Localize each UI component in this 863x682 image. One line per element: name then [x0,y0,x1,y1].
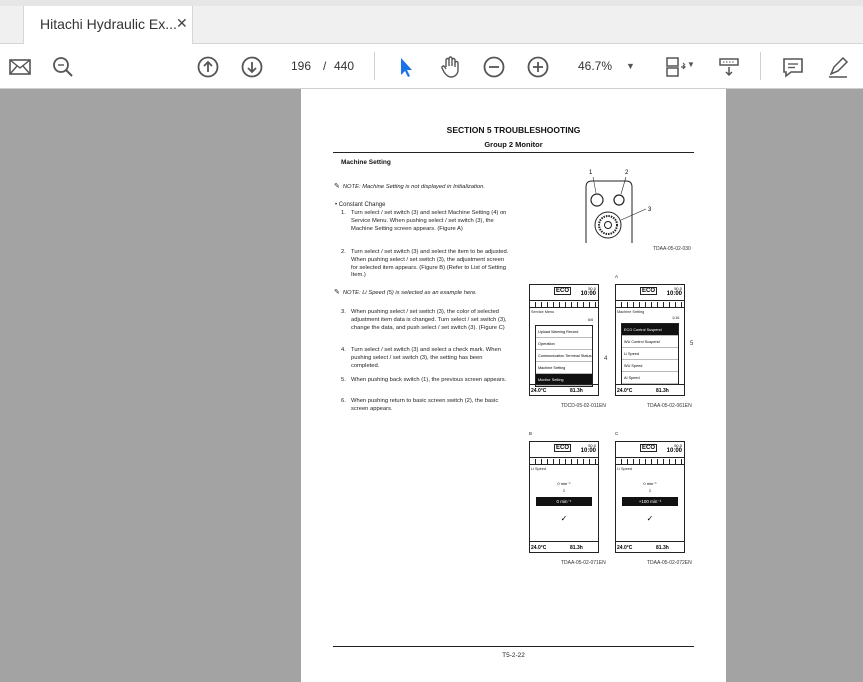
note-pen-icon: ✎ [334,183,340,190]
callout-4: 4 [604,356,608,362]
fit-page-icon[interactable] [660,52,690,82]
step-6: 6. When pushing return to basic screen switch (2), the basic screen appears. [341,398,499,412]
monitor-li-speed-b: ECO 50.0 10:00 Li Speed 0 min⁻¹ ⇩ 0 min⁻¹ ✓ 24.0°C 81.3h [529,441,599,553]
caption-switch: TDAA-05-02-030 [653,246,691,252]
select-cursor-icon[interactable] [391,52,421,82]
toolbar [0,44,863,89]
step-4: 4. Turn select / set switch (3) and select a check mark. When pushing select / set switch (3), the setting has been completed. [341,347,501,369]
previous-page-icon[interactable] [193,52,223,82]
switch-panel-figure [581,165,671,245]
close-tab-icon[interactable]: ✕ [176,15,188,31]
email-icon[interactable] [5,52,35,82]
search-icon[interactable] [48,52,78,82]
tab-title: Hitachi Hydraulic Ex... [40,16,177,32]
note-li-speed: ✎ NOTE: Li Speed (5) is selected as an example here. [334,289,477,296]
scroll-mode-icon[interactable] [714,52,744,82]
note-pen-icon: ✎ [334,289,340,296]
header-rule [333,152,694,153]
caption-figure-b: TDAA-05-02-071EN [561,560,606,566]
monitor-service-menu: ECO 50.0 10:00 Service Menu 6/6 Upload Warning Record Operation Communication Terminal Status Machine Setting Monitor Setting 24.0°C 81.3h [529,284,599,396]
step-2: 2. Turn select / set switch (3) and select the item to be adjusted. When pushing select / set switch (3), the adjustment screen for selected item appears. (Figure B) (Refer to List of Setting Item.) [341,249,509,279]
page-footer: T5-2-22 [502,652,525,659]
hand-tool-icon[interactable] [435,52,465,82]
comment-icon[interactable] [778,52,808,82]
subsection-heading: Machine Setting [341,159,391,166]
callout-2: 2 [625,170,629,176]
caption-figure-a: TDAA-05-02-061EN [647,403,692,409]
caption-service-menu: TDCD-05-02-011EN [561,403,606,409]
monitor-machine-setting: ECO 50.0 10:00 Machine Setting 1/16 ECO Control Suspend WU Control Suspend Li Speed WU Speed AI Speed 24.0°C 81.3h [615,284,685,396]
highlight-pen-icon[interactable] [823,52,853,82]
pdf-page [301,89,726,682]
footer-rule [333,646,694,647]
figure-c-label: C [615,431,619,436]
next-page-icon[interactable] [237,52,267,82]
zoom-select[interactable] [570,53,640,79]
tab-bar [0,0,863,44]
section-title: SECTION 5 TROUBLESHOOTING [446,125,581,135]
page-total: 440 [334,59,355,73]
step-3: 3. When pushing select / set switch (3), the color of selected adjustment item data is changed. Turn select / set switch (3), change the data, and push select / set switch (3). (Figure C) [341,309,507,331]
figure-a-label: A [615,274,619,279]
figure-b-label: B [529,431,533,436]
callout-1: 1 [589,170,593,176]
zoom-value: 46.7% [578,59,613,73]
step-5: 5. When pushing back switch (1), the previous screen appears. [341,377,507,383]
zoom-out-icon[interactable] [479,52,509,82]
zoom-in-icon[interactable] [523,52,553,82]
monitor-li-speed-c: ECO 50.0 10:00 Li Speed 0 min⁻¹ ⇩ +100 min⁻¹ ✓ 24.0°C 81.3h [615,441,685,553]
document-tab[interactable] [23,6,193,44]
callout-3: 3 [648,207,652,213]
group-title: Group 2 Monitor [484,140,543,149]
step-1: 1. Turn select / set switch (3) and select Machine Setting (4) on Service Menu. When pushing select / set switch (3), the Machine Setting screen appears. (Figure A) [341,210,507,232]
fit-page-chevron-icon[interactable]: ▼ [687,60,695,69]
note-initialization: ✎ NOTE: Machine Setting is not displayed in Initialization. [334,183,485,190]
bullet-constant-change: • Constant Change [335,202,386,208]
page-separator: / [323,59,327,73]
toolbar-divider [760,52,761,80]
callout-5: 5 [690,341,694,347]
chevron-down-icon: ▼ [626,61,635,71]
document-viewer[interactable] [0,89,863,682]
caption-figure-c: TDAA-05-02-072EN [647,560,692,566]
toolbar-divider [374,52,375,80]
page-number-input[interactable]: 196 [290,59,312,73]
